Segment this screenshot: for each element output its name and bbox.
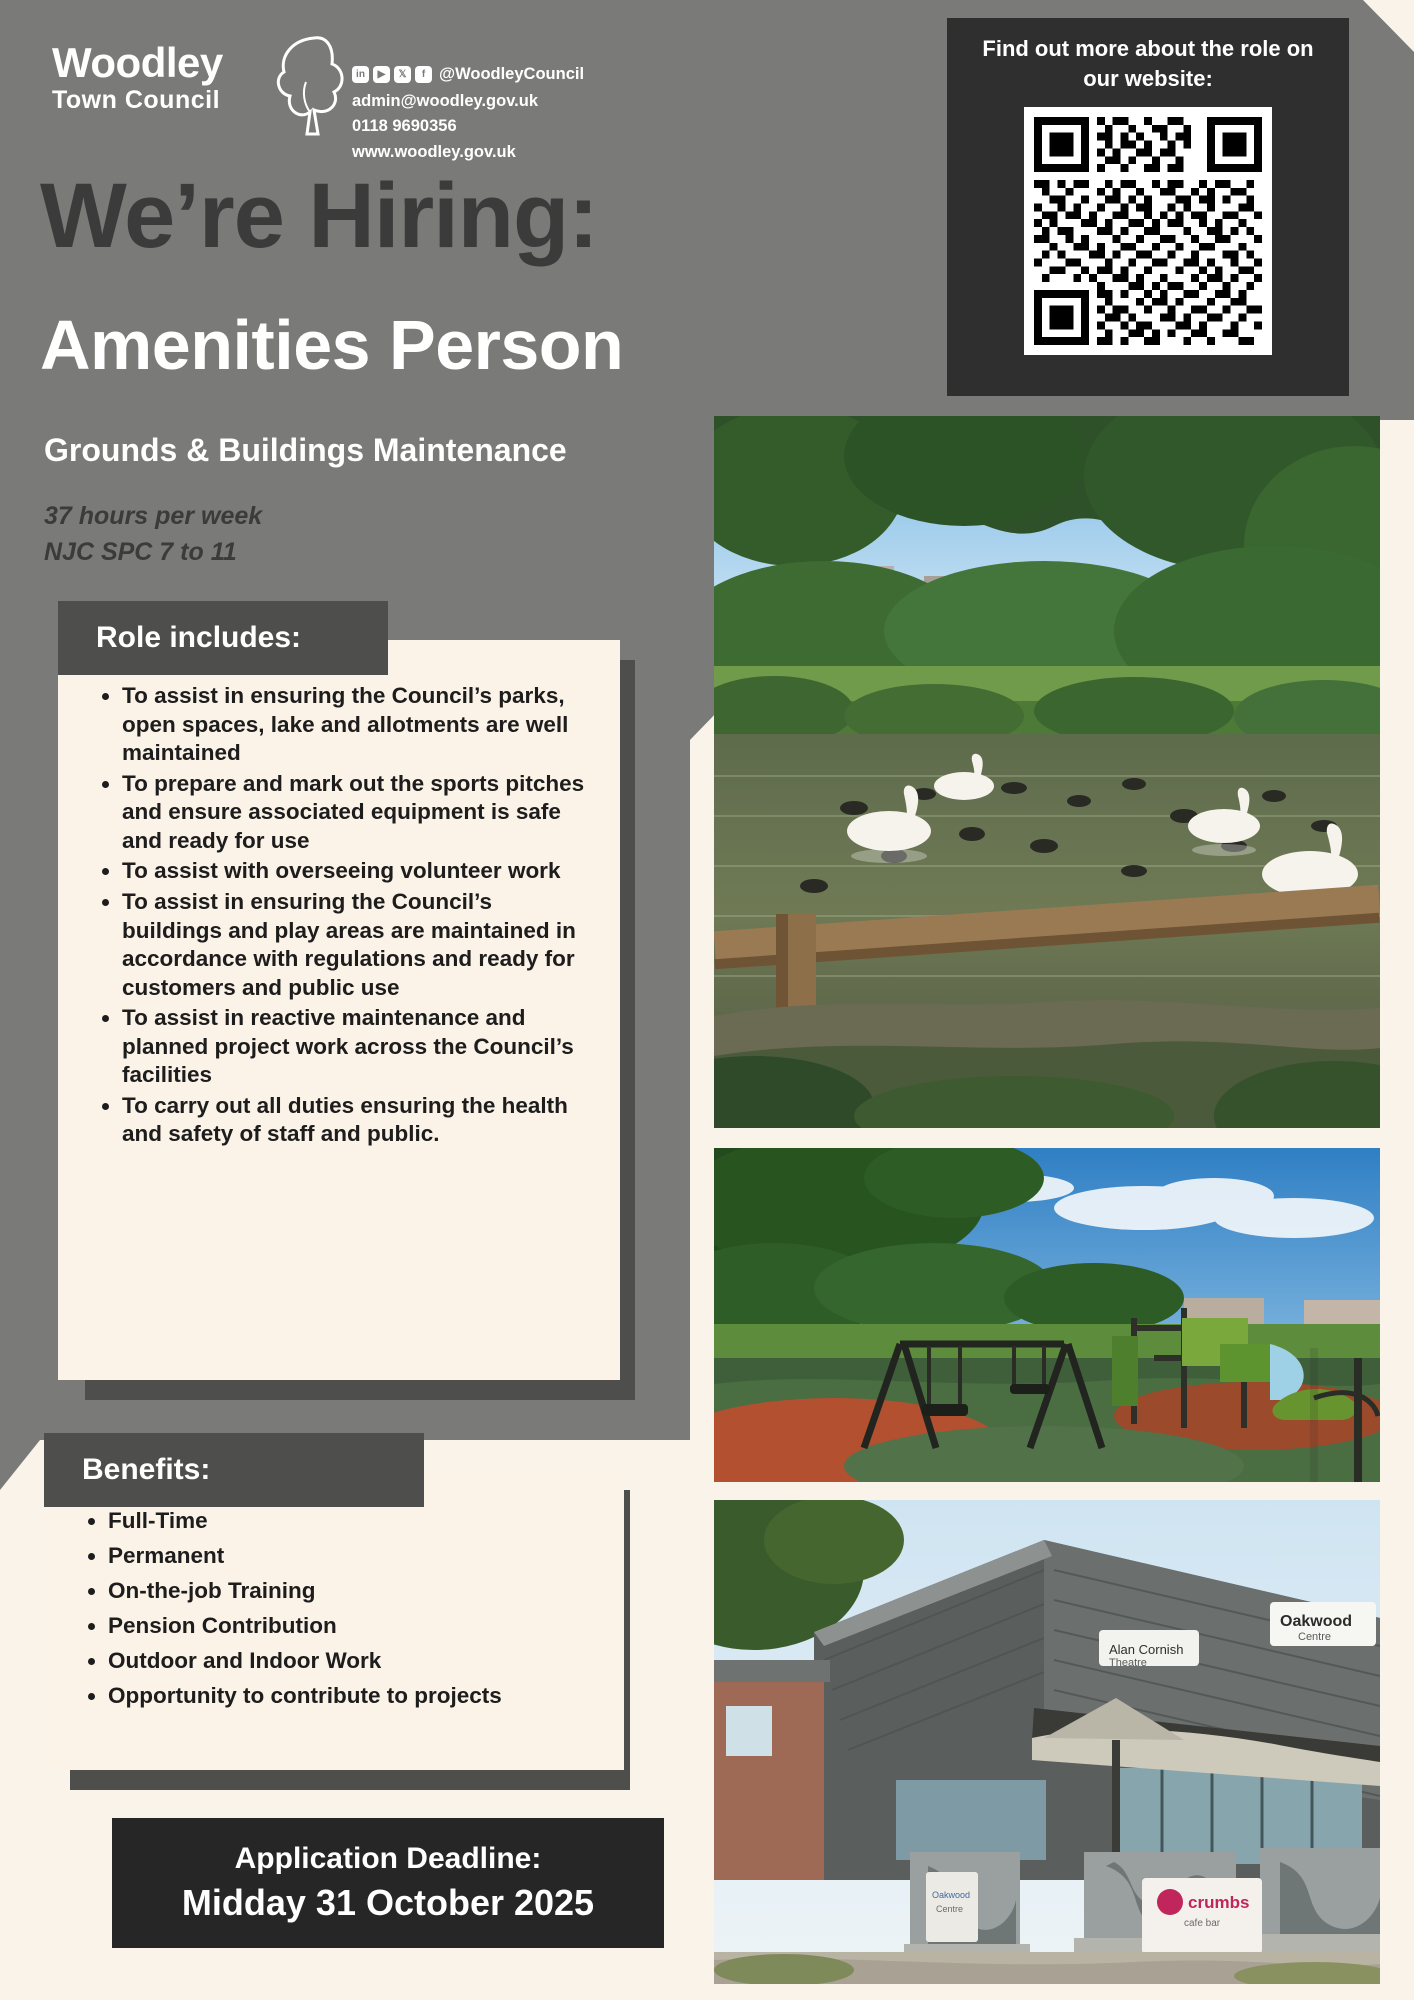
- list-item: • To assist in ensuring the Council’s parks, open spaces, lake and allotments are well maintained: [122, 682, 586, 768]
- list-item: • To prepare and mark out the sports pitches and ensure associated equipment is safe and ready for use: [122, 770, 586, 856]
- logo-wordmark: [52, 39, 223, 114]
- list-item: • Full-Time: [108, 1506, 590, 1535]
- organisation-logo: [52, 28, 612, 161]
- svg-text:Centre: Centre: [1298, 1631, 1332, 1643]
- list-item: • Pension Contribution: [108, 1611, 590, 1640]
- qr-panel: [947, 18, 1349, 396]
- contact-details: [352, 62, 584, 165]
- qr-code[interactable]: [1024, 107, 1272, 355]
- benefits-heading: Benefits:: [44, 1433, 424, 1507]
- lake-with-swans-photo: [714, 416, 1380, 1128]
- benefits-card: [44, 1470, 624, 1770]
- tree-outline-icon: [274, 34, 348, 138]
- logo-line-1: Woodley: [52, 39, 223, 86]
- logo-line-2: Town Council: [52, 86, 221, 114]
- hours-text: 37 hours per week: [44, 502, 263, 530]
- grade-text: NJC SPC 7 to 11: [44, 538, 237, 567]
- list-item: • To assist in reactive maintenance and planned project work across the Council’s facilities: [122, 1004, 586, 1090]
- department-subtitle: Grounds & Buildings Maintenance: [44, 432, 567, 468]
- page-title: We’re Hiring:: [40, 165, 598, 267]
- youtube-icon[interactable]: ▶: [373, 66, 390, 83]
- list-item: • Opportunity to contribute to projects: [108, 1681, 590, 1710]
- role-includes-list: [92, 682, 586, 1149]
- social-handle-text: @WoodleyCouncil: [439, 65, 585, 83]
- list-item: • Permanent: [108, 1541, 590, 1570]
- list-item: • Outdoor and Indoor Work: [108, 1646, 590, 1675]
- deadline-value: Midday 31 October 2025: [181, 1882, 595, 1923]
- x-twitter-icon[interactable]: 𝕏: [394, 66, 411, 83]
- application-deadline-box: [112, 1818, 664, 1948]
- linkedin-icon[interactable]: in: [352, 66, 369, 83]
- list-item: • To assist in ensuring the Council’s buildings and play areas are maintained in accordance with regulations and ready for customers and public use: [122, 888, 586, 1002]
- role-includes-card: [58, 640, 620, 1380]
- svg-text:Oakwood: Oakwood: [1280, 1613, 1353, 1630]
- list-item: • To assist with overseeing volunteer work: [122, 857, 586, 886]
- svg-text:Alan Cornish: Alan Cornish: [1109, 1642, 1184, 1657]
- contact-website[interactable]: www.woodley.gov.uk: [352, 142, 516, 161]
- hours-and-grade: [44, 498, 262, 571]
- svg-text:Theatre: Theatre: [1109, 1657, 1147, 1669]
- deadline-label: Application Deadline:: [234, 1842, 542, 1875]
- benefits-list: [78, 1506, 590, 1710]
- svg-text:Oakwood: Oakwood: [932, 1890, 971, 1900]
- role-includes-heading: Role includes:: [58, 601, 388, 675]
- list-item: • On-the-job Training: [108, 1576, 590, 1605]
- social-handle-row: [352, 62, 584, 88]
- playground-photo: [714, 1148, 1380, 1482]
- role-title: Amenities Person: [40, 306, 624, 384]
- list-item: • To carry out all duties ensuring the health and safety of staff and public.: [122, 1092, 586, 1149]
- svg-text:Centre: Centre: [936, 1904, 964, 1914]
- facebook-icon[interactable]: f: [415, 66, 432, 83]
- svg-text:cafe bar: cafe bar: [1184, 1918, 1221, 1929]
- qr-panel-title: Find out more about the role on our website:: [982, 36, 1314, 91]
- contact-email[interactable]: admin@woodley.gov.uk: [352, 91, 538, 110]
- contact-phone[interactable]: 0118 9690356: [352, 117, 457, 136]
- svg-text:crumbs: crumbs: [1188, 1893, 1250, 1912]
- oakwood-centre-photo: [714, 1500, 1380, 1984]
